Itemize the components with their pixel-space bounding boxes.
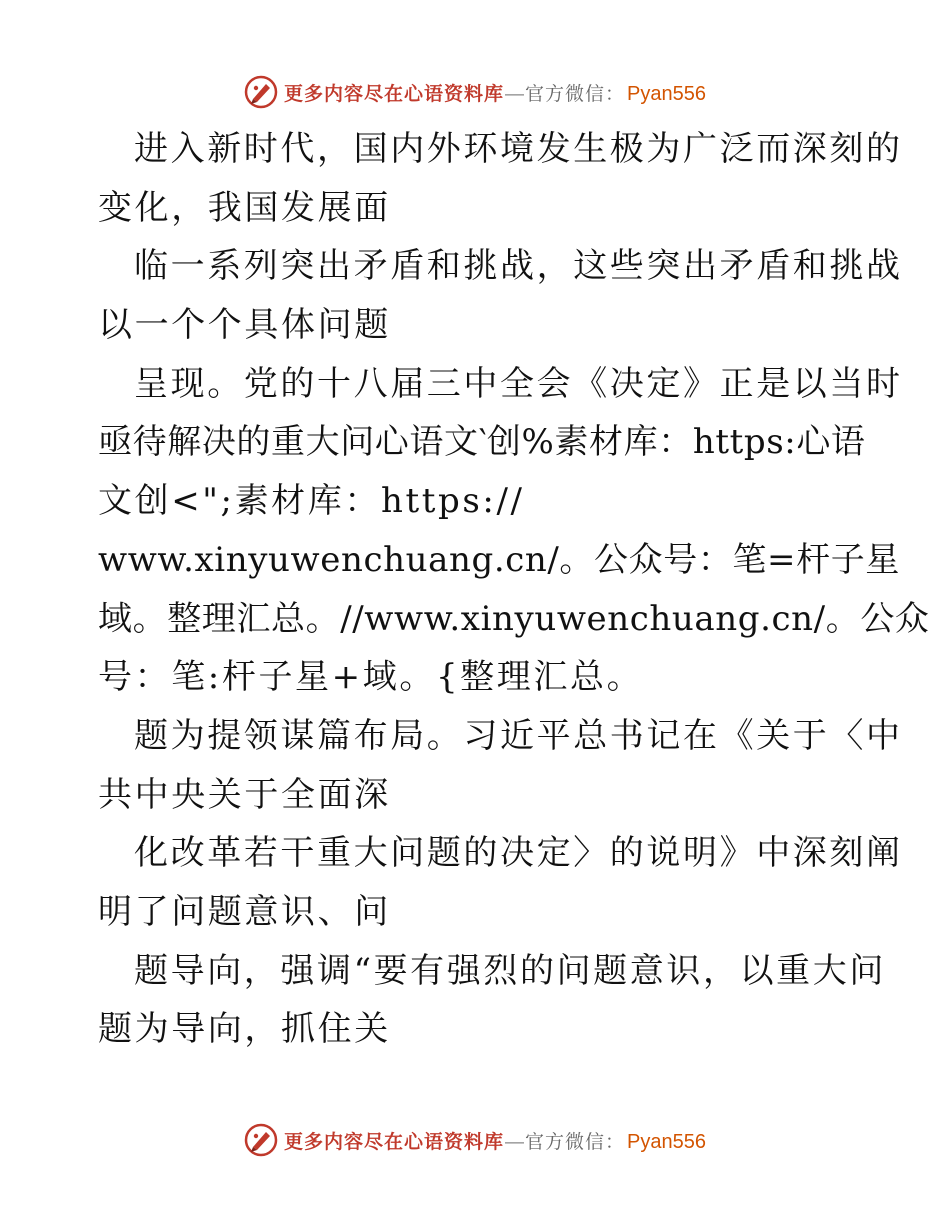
pen-logo-icon xyxy=(244,75,278,109)
document-body xyxy=(98,120,930,1059)
text-line: 文创<";素材库：https:// xyxy=(98,481,525,522)
text-line: 进入新时代，国内外环境发生极为广泛而深刻的 xyxy=(134,129,903,169)
banner-text xyxy=(284,79,706,106)
text-line: 域。整理汇总。//www.xinyuwenchuang.cn/。公众 xyxy=(98,598,930,639)
text-line: 临一系列突出矛盾和挑战，这些突出矛盾和挑战 xyxy=(134,246,903,287)
banner-text xyxy=(284,1127,706,1154)
text-line: 题为提领谋篇布局。习近平总书记在《关于〈中 xyxy=(134,715,903,756)
banner-main-text: 更多内容尽在心语资料库 xyxy=(284,1130,505,1153)
text-line: www.xinyuwenchuang.cn/。公众号：笔=杆子星 xyxy=(98,539,900,580)
banner-dash: — xyxy=(505,1131,525,1153)
text-line: 呈现。党的十八届三中全会《决定》正是以当时 xyxy=(134,363,903,404)
banner-official-label: 官方微信： xyxy=(525,82,626,105)
text-line: 明了问题意识、问 xyxy=(98,891,391,932)
text-line: 以一个个具体问题 xyxy=(98,305,391,346)
text-line: 题为导向，抓住关 xyxy=(98,1009,391,1050)
text-line: 号：笔:杆子星+域。{整理汇总。 xyxy=(98,657,644,698)
pen-logo-icon xyxy=(244,1123,278,1157)
banner-dash: — xyxy=(505,83,525,105)
banner-wechat-id: Pyan556 xyxy=(627,1130,706,1153)
text-line: 变化，我国发展面 xyxy=(98,187,391,228)
text-line: 题导向，强调“要有强烈的问题意识，以重大问 xyxy=(134,950,886,991)
text-line: 亟待解决的重大问心语文‵创%素材库：https:心语 xyxy=(98,422,866,463)
banner-official-label: 官方微信： xyxy=(525,1130,626,1153)
banner-main-text: 更多内容尽在心语资料库 xyxy=(284,82,505,105)
header-banner xyxy=(0,72,950,112)
banner-wechat-id: Pyan556 xyxy=(627,82,706,105)
footer-banner xyxy=(0,1120,950,1160)
text-line: 共中央关于全面深 xyxy=(98,774,391,815)
text-line: 化改革若干重大问题的决定〉的说明》中深刻阐 xyxy=(134,833,903,874)
